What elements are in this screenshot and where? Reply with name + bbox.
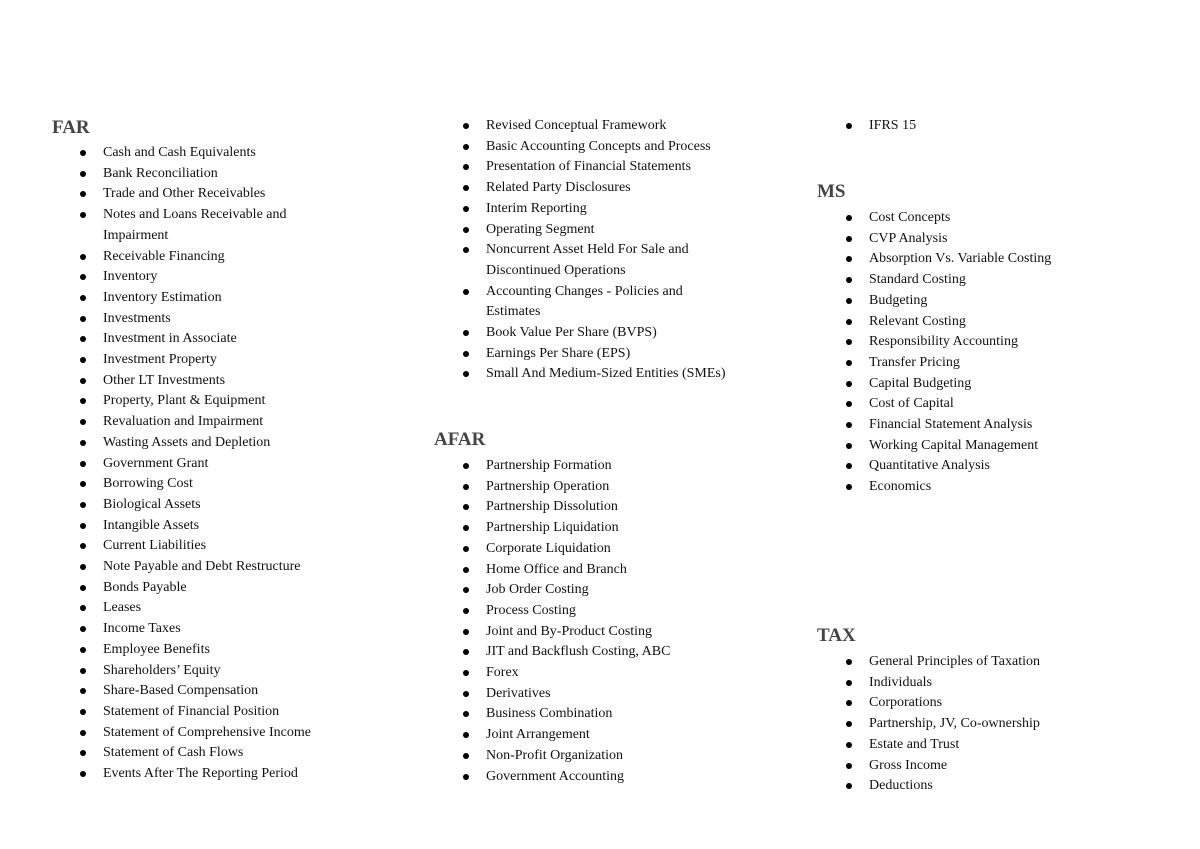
topic-list-item: Borrowing Cost: [78, 474, 338, 495]
topic-list-item: Noncurrent Asset Held For Sale and Discontinued Operations: [461, 240, 731, 281]
topic-list-item: Investment in Associate: [78, 329, 338, 350]
topic-list-item: Non-Profit Organization: [461, 746, 670, 767]
topic-list-item: Wasting Assets and Depletion: [78, 433, 338, 454]
topic-list-item: Standard Costing: [844, 270, 1051, 291]
topic-list-item: Joint Arrangement: [461, 725, 670, 746]
topic-list-item: Derivatives: [461, 684, 670, 705]
topic-list-item: Share-Based Compensation: [78, 681, 338, 702]
topic-list-item: Events After The Reporting Period: [78, 764, 338, 785]
topic-list-item: Quantitative Analysis: [844, 456, 1051, 477]
topic-list-item: Employee Benefits: [78, 640, 338, 661]
topic-list-item: Partnership Operation: [461, 477, 670, 498]
topic-list-item: Bank Reconciliation: [78, 164, 338, 185]
topic-list-item: Revaluation and Impairment: [78, 412, 338, 433]
topic-list-item: Investments: [78, 309, 338, 330]
topic-list-item: Receivable Financing: [78, 247, 338, 268]
tax-heading: TAX: [817, 625, 856, 646]
afar-continued-topic-list: [844, 116, 916, 137]
topic-list-item: Economics: [844, 477, 1051, 498]
topic-list-item: Individuals: [844, 673, 1040, 694]
topic-list-item: CVP Analysis: [844, 229, 1051, 250]
topic-list-item: Small And Medium-Sized Entities (SMEs): [461, 364, 731, 385]
topic-list-item: Budgeting: [844, 291, 1051, 312]
topic-list-item: Cost of Capital: [844, 394, 1051, 415]
topic-list-item: Current Liabilities: [78, 536, 338, 557]
topic-list-item: Related Party Disclosures: [461, 178, 731, 199]
topic-list-item: Government Grant: [78, 454, 338, 475]
topic-list-item: Trade and Other Receivables: [78, 184, 338, 205]
topic-list-item: Financial Statement Analysis: [844, 415, 1051, 436]
far-continued-topic-list: [461, 116, 731, 385]
topic-list-item: Interim Reporting: [461, 199, 731, 220]
topic-list-item: Investment Property: [78, 350, 338, 371]
topic-list-item: Corporate Liquidation: [461, 539, 670, 560]
topic-list-item: Statement of Comprehensive Income: [78, 723, 338, 744]
topic-list-item: Accounting Changes - Policies and Estimates: [461, 282, 731, 323]
topic-list-item: Partnership Liquidation: [461, 518, 670, 539]
topic-list-item: Working Capital Management: [844, 436, 1051, 457]
topic-list-item: Business Combination: [461, 704, 670, 725]
afar-heading: AFAR: [434, 429, 486, 450]
topic-list-item: Other LT Investments: [78, 371, 338, 392]
topic-list-item: Gross Income: [844, 756, 1040, 777]
topic-list-item: Leases: [78, 598, 338, 619]
far-heading: FAR: [52, 117, 90, 138]
topic-list-item: Intangible Assets: [78, 516, 338, 537]
topic-list-item: Presentation of Financial Statements: [461, 157, 731, 178]
topic-list-item: Shareholders’ Equity: [78, 661, 338, 682]
topic-list-item: Cost Concepts: [844, 208, 1051, 229]
topic-list-item: Notes and Loans Receivable and Impairment: [78, 205, 338, 246]
topic-list-item: Property, Plant & Equipment: [78, 391, 338, 412]
topic-list-item: General Principles of Taxation: [844, 652, 1040, 673]
topic-list-item: Process Costing: [461, 601, 670, 622]
afar-topic-list: [461, 456, 670, 787]
topic-list-item: Operating Segment: [461, 220, 731, 241]
topic-list-item: Biological Assets: [78, 495, 338, 516]
topic-list-item: Forex: [461, 663, 670, 684]
topic-list-item: Corporations: [844, 693, 1040, 714]
topic-list-item: Basic Accounting Concepts and Process: [461, 137, 731, 158]
topic-list-item: Transfer Pricing: [844, 353, 1051, 374]
topic-list-item: Job Order Costing: [461, 580, 670, 601]
topic-list-item: Estate and Trust: [844, 735, 1040, 756]
topic-list-item: Bonds Payable: [78, 578, 338, 599]
topic-list-item: JIT and Backflush Costing, ABC: [461, 642, 670, 663]
topic-list-item: Inventory: [78, 267, 338, 288]
far-topic-list: [78, 143, 338, 785]
tax-topic-list: [844, 652, 1040, 797]
topic-list-item: Inventory Estimation: [78, 288, 338, 309]
topic-list-item: IFRS 15: [844, 116, 916, 137]
topic-list-item: Earnings Per Share (EPS): [461, 344, 731, 365]
topic-list-item: Statement of Financial Position: [78, 702, 338, 723]
topic-list-item: Note Payable and Debt Restructure: [78, 557, 338, 578]
topic-list-item: Partnership, JV, Co-ownership: [844, 714, 1040, 735]
topic-list-item: Revised Conceptual Framework: [461, 116, 731, 137]
topic-list-item: Cash and Cash Equivalents: [78, 143, 338, 164]
topic-list-item: Income Taxes: [78, 619, 338, 640]
topic-list-item: Absorption Vs. Variable Costing: [844, 249, 1051, 270]
topic-list-item: Responsibility Accounting: [844, 332, 1051, 353]
ms-topic-list: [844, 208, 1051, 498]
topic-list-item: Relevant Costing: [844, 312, 1051, 333]
topic-list-item: Book Value Per Share (BVPS): [461, 323, 731, 344]
topic-list-item: Home Office and Branch: [461, 560, 670, 581]
topic-list-item: Partnership Formation: [461, 456, 670, 477]
topic-list-item: Partnership Dissolution: [461, 497, 670, 518]
topic-list-item: Government Accounting: [461, 767, 670, 788]
topic-list-item: Statement of Cash Flows: [78, 743, 338, 764]
ms-heading: MS: [817, 181, 846, 202]
topic-list-item: Joint and By-Product Costing: [461, 622, 670, 643]
topic-list-item: Capital Budgeting: [844, 374, 1051, 395]
topic-list-item: Deductions: [844, 776, 1040, 797]
